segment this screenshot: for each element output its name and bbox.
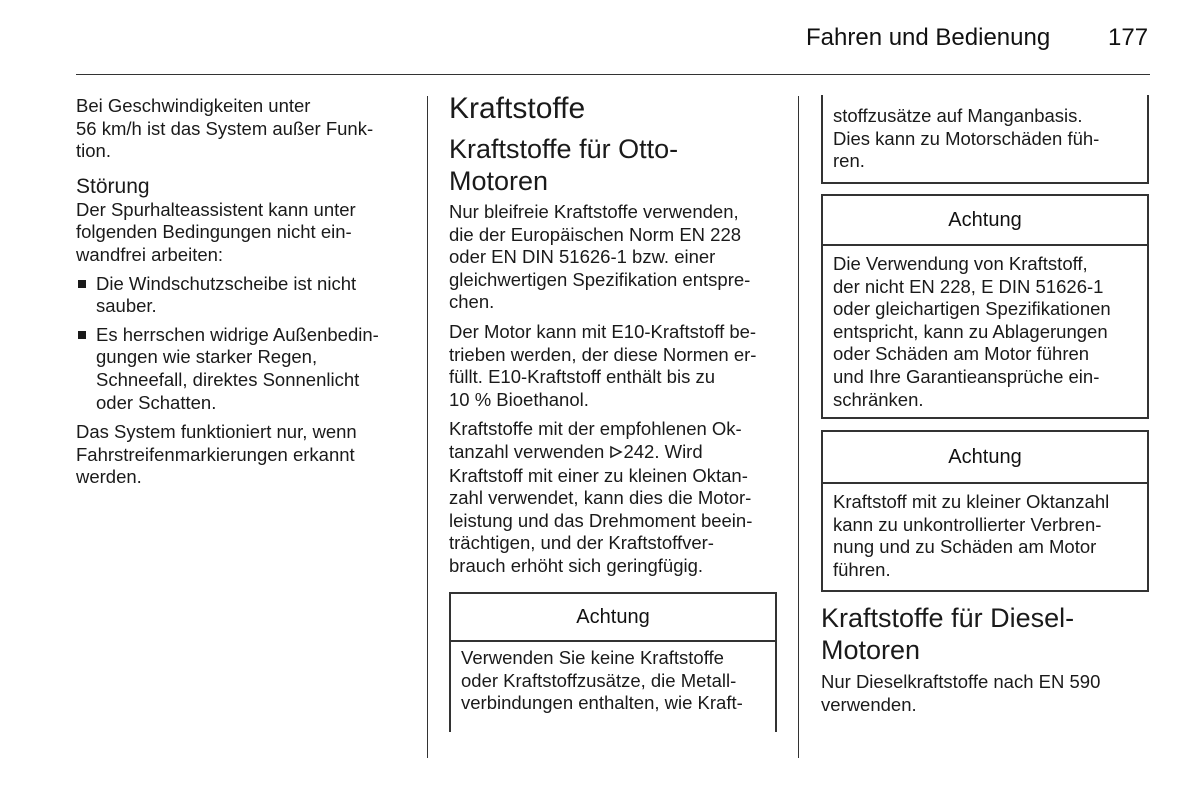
diesel-section xyxy=(821,602,1151,716)
warning-text: Verwenden Sie keine Kraftstoffe oder Kraftstoffzusätze, die Metall- verbindungen enthalten, wie Kraft- xyxy=(461,647,743,714)
column-1 xyxy=(76,95,416,489)
section-heading-stoerung: Störung xyxy=(76,174,150,198)
warning-box-metal xyxy=(449,592,777,732)
section-title-kraftstoffe: Kraftstoffe xyxy=(449,92,586,125)
intro-paragraph: Bei Geschwindigkeiten unter 56 km/h ist das System außer Funk- tion. xyxy=(76,95,374,162)
warning-title: Achtung xyxy=(823,196,1147,246)
list-item-text: Die Windschutzscheibe ist nicht sauber. xyxy=(96,272,357,317)
paragraph-text: Kraftstoffe mit der empfohlenen Ok- tanzahl verwenden xyxy=(449,418,742,462)
warning-title: Achtung xyxy=(451,594,775,642)
paragraph-text: . Wird Kraftstoff mit einer zu kleinen Oktan- zahl verwendet, kann dies die Motor- leistung und das Drehmoment beein- trächtigen, und der Kraftstoffver- brauch erhöht sich geringfügig. xyxy=(449,440,753,576)
warning-text: Die Verwendung von Kraftstoff, der nicht EN 228, E DIN 51626-1 oder gleichartigen Spezifikationen entspricht, kann zu Ablagerungen oder Schäden am Motor führen und Ihre Garantieansprüche ein- schränken. xyxy=(833,253,1111,410)
subheading-otto-motoren: Kraftstoffe für Otto- Motoren xyxy=(449,134,679,196)
otto-paragraph-3 xyxy=(449,418,779,577)
warning-text: Kraftstoff mit zu kleiner Oktanzahl kann zu unkontrollierter Verbren- nung und zu Schäden am Motor führen. xyxy=(833,491,1110,580)
page-reference-arrow-icon xyxy=(609,442,623,465)
otto-paragraph-2: Der Motor kann mit E10-Kraftstoff be- trieben werden, der diese Normen er- füllt. E10-Kraftstoff enthält bis zu 10 % Bioethanol. xyxy=(449,320,757,410)
running-header: Fahren und Bedienung xyxy=(806,24,1051,51)
list-item xyxy=(76,273,416,318)
page-number: 177 xyxy=(1108,24,1149,51)
page-reference[interactable]: 242 xyxy=(623,440,655,462)
continuation-text: stoffzusätze auf Manganbasis. Dies kann zu Motorschäden füh- ren. xyxy=(833,105,1100,172)
square-bullet-icon xyxy=(78,280,86,288)
list-item xyxy=(76,324,416,414)
square-bullet-icon xyxy=(78,331,86,339)
warning-title: Achtung xyxy=(823,432,1147,484)
warning-box-octane xyxy=(821,430,1149,592)
condition-list xyxy=(76,273,416,415)
otto-paragraph-1: Nur bleifreie Kraftstoffe verwenden, die der Europäischen Norm EN 228 oder EN DIN 51626-1 bzw. einer gleichwertigen Spezifikation entspre- chen. xyxy=(449,201,751,313)
column-2 xyxy=(449,92,779,578)
list-item-text: Es herrschen widrige Außenbedin- gungen wie starker Regen, Schneefall, direktes Sonnenlicht oder Schatten. xyxy=(96,323,379,413)
column-divider-1 xyxy=(427,96,428,758)
subheading-diesel-motoren: Kraftstoffe für Diesel- Motoren xyxy=(821,603,1075,665)
diesel-paragraph: Nur Dieselkraftstoffe nach EN 590 verwenden. xyxy=(821,671,1101,715)
warning-box-continuation xyxy=(821,95,1149,184)
warning-box-standards xyxy=(821,194,1149,419)
system-paragraph: Das System funktioniert nur, wenn Fahrstreifenmarkierungen erkannt werden. xyxy=(76,421,357,488)
header-rule xyxy=(76,74,1150,75)
stoerung-paragraph: Der Spurhalteassistent kann unter folgenden Bedingungen nicht ein- wandfrei arbeiten: xyxy=(76,198,356,265)
column-divider-2 xyxy=(798,96,799,758)
